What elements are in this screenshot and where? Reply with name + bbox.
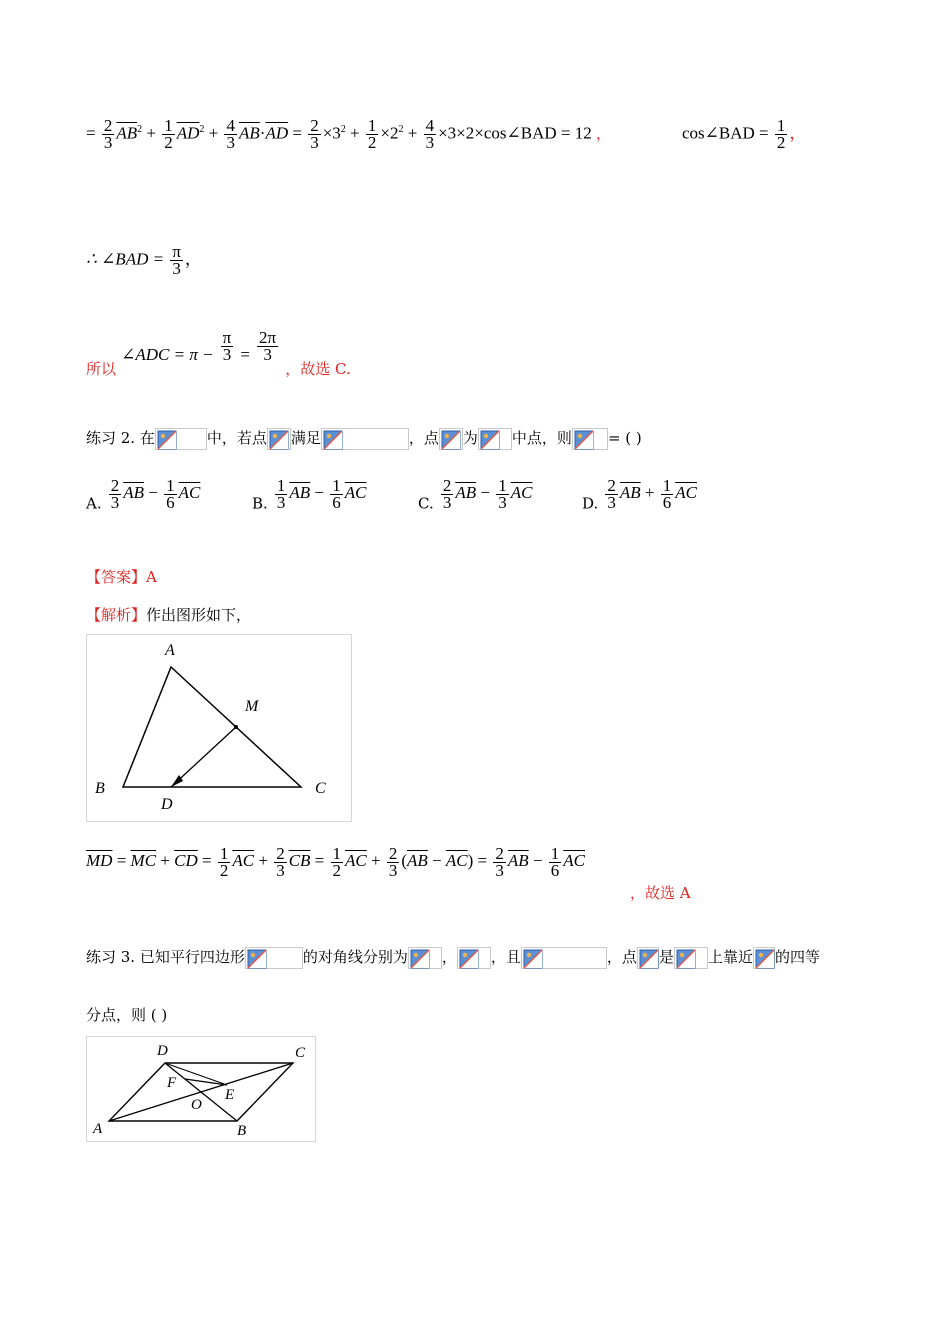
label-f: F: [167, 1075, 177, 1091]
fraction: $\frac{2\pi}{3}$: [259, 328, 277, 364]
label-m: M: [245, 698, 259, 715]
vector-ab: $\overline{AB}$: [116, 123, 138, 143]
option-c: C. $\frac{2}{3}$ $\overline{AB}$ − $\frac{1}{3}$ $\overline{AC}$: [418, 476, 533, 513]
fraction: $\frac{1}{2}$: [367, 116, 377, 152]
vector-ad: $\overline{AD}$: [176, 123, 200, 143]
broken-image-icon: [478, 428, 512, 450]
label-d: D: [157, 1043, 168, 1059]
label-e: E: [225, 1087, 235, 1103]
broken-image-icon: [267, 428, 291, 450]
fraction: $\frac{\pi}{3}$: [172, 242, 181, 278]
equation-line-3: 所以 ∠ADC = π − $\frac{\pi}{3}$ = $\frac{2\pi}{3}$ ，故选 C.: [86, 328, 351, 378]
label-c: C: [295, 1045, 306, 1061]
broken-image-icon: [572, 428, 608, 450]
fraction: $\frac{\pi}{3}$: [222, 328, 232, 364]
broken-image-icon: [457, 947, 491, 969]
fraction: $\frac{4}{3}$: [425, 116, 435, 152]
cos-bad-equation: cos∠BAD = $\frac{1}{2}$ ，: [682, 116, 807, 152]
label-c: C: [315, 780, 326, 797]
fraction: $\frac{4}{3}$: [226, 116, 235, 152]
option-a: A. $\frac{2}{3}$ $\overline{AB}$ − $\frac{1}{6}$ $\overline{AC}$: [86, 476, 201, 513]
label-a: A: [93, 1121, 103, 1137]
exercise-3-question: 练习 3. 已知平行四边形 的对角线分别为 ， ，且 ，点 是 上靠近 的四等: [86, 944, 820, 970]
option-d: D. $\frac{2}{3}$ $\overline{AB}$ + $\frac{1}{6}$ $\overline{AC}$: [582, 476, 697, 513]
broken-image-icon: [439, 428, 463, 450]
label-b: B: [95, 780, 105, 797]
broken-image-icon: [674, 947, 708, 969]
exercise-3-question-line-2: 分点，则 ( ): [86, 1006, 168, 1024]
analysis-line: 【解析】作出图形如下，: [86, 606, 252, 624]
triangle-diagram: [87, 635, 351, 821]
fraction: $\frac{2}{3}$: [310, 116, 319, 152]
fraction: $\frac{2}{3}$: [103, 116, 113, 152]
equation-line-1: = $\frac{2}{3}$ $\overline{AB}^2$ + $\frac{1}{2}$ $\overline{AD}^2$ + $\frac{4}{3}$ $\overline{AB}\cdot\overline{AD}$ = $\frac{2}{3}$ $\times 3^2$ + $\frac{1}{2}$ $\times 2^2$ + $\frac{4}{3}$ ×3×2×cos∠BAD = 12 ，: [86, 116, 611, 152]
fraction: $\frac{1}{2}$: [776, 116, 786, 152]
broken-image-icon: [245, 947, 303, 969]
label-b: B: [237, 1123, 247, 1139]
broken-image-icon: [321, 428, 409, 450]
broken-image-icon: [637, 947, 659, 969]
formula-conclusion: ，故选 A: [630, 884, 691, 902]
triangle-figure: [86, 634, 352, 822]
option-b: B. $\frac{1}{3}$ $\overline{AB}$ − $\frac{1}{6}$ $\overline{AC}$: [252, 476, 367, 513]
vector-formula: $\overline{MD} = \overline{MC} + \overline{CD}$ = $\frac{1}{2}$ $\overline{AC}$ + $\frac{2}{3}$ $\overline{CB}$ = $\frac{1}{2}$ $\overline{AC}$ + $\frac{2}{3}$ $(\overline{AB} - \overline{AC})$ = $\frac{2}{3}$ $\overline{AB}$ − $\frac{1}{6}$ $\overline{AC}$: [86, 844, 585, 880]
broken-image-icon: [753, 947, 775, 969]
equation-line-2: ∴ ∠BAD = $\frac{\pi}{3}$ ，: [86, 242, 202, 278]
broken-image-icon: [155, 428, 207, 450]
parallelogram-figure: [86, 1036, 316, 1142]
exercise-2-question: 练习 2. 在 中，若点 满足 ，点 为 中点，则 = ( ): [86, 425, 642, 451]
broken-image-icon: [521, 947, 607, 969]
answer-line: 【答案】A: [86, 568, 157, 586]
broken-image-icon: [408, 947, 442, 969]
label-o: O: [191, 1097, 202, 1113]
label-a: A: [165, 642, 175, 659]
fraction: $\frac{1}{2}$: [164, 116, 173, 152]
label-d: D: [161, 796, 173, 813]
parallelogram-diagram: [87, 1037, 315, 1141]
